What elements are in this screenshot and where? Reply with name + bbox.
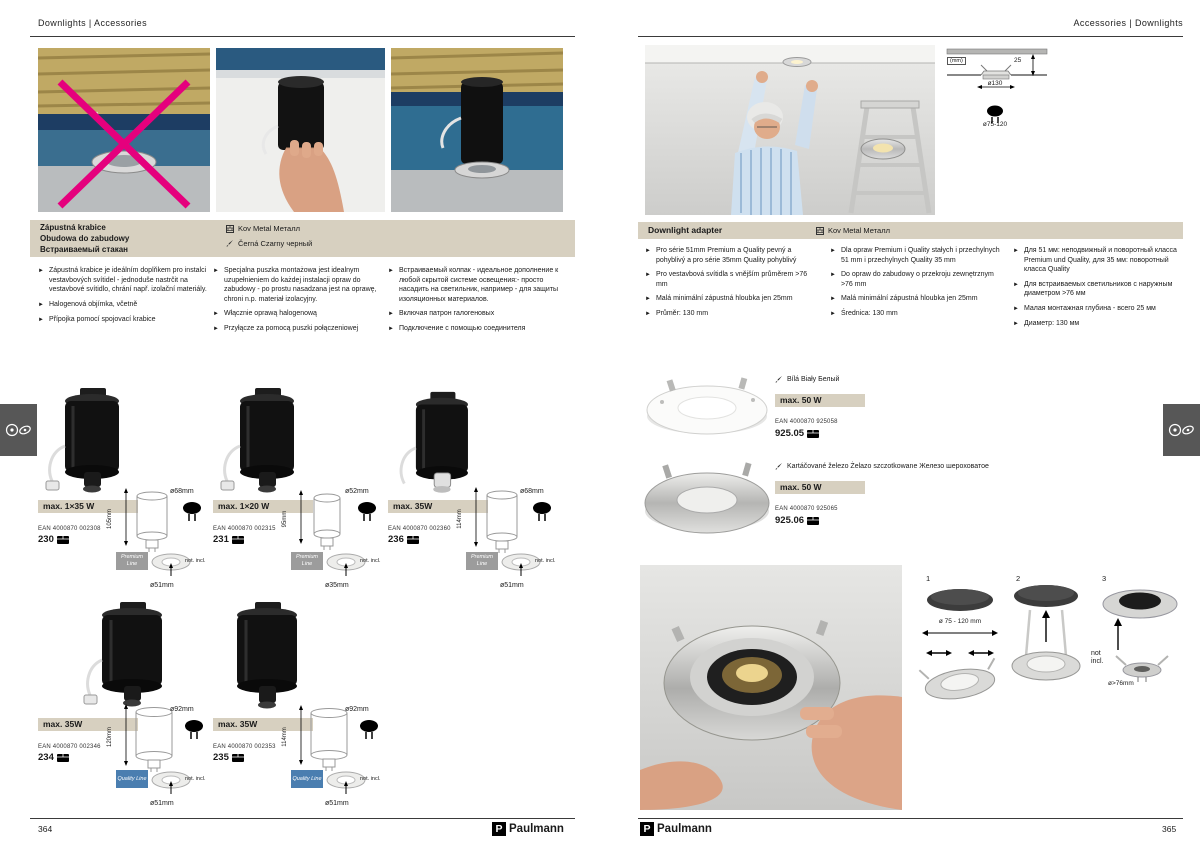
bullet-icon: ► bbox=[830, 296, 836, 302]
product-spec-234 bbox=[38, 706, 213, 826]
bullet-text: Pro vestavbová svítidla s vnějším průměrem >76 mm bbox=[655, 271, 808, 288]
diagram-unit-label: (mm) bbox=[947, 57, 966, 65]
bullet-icon: ► bbox=[830, 248, 836, 254]
product-line-badge: Premium Line bbox=[466, 552, 498, 570]
product-photo-925-06 bbox=[640, 455, 775, 543]
bullet-icon: ► bbox=[213, 326, 219, 332]
recessed-ring-drawing bbox=[325, 550, 367, 578]
bullet-icon: ► bbox=[1013, 320, 1019, 327]
height-dimension: 105mm bbox=[107, 509, 113, 530]
recessed-ring-drawing bbox=[500, 550, 542, 578]
max-wattage-label: max. 35W bbox=[388, 500, 488, 513]
diameter-top: ø68mm bbox=[170, 488, 194, 495]
paulmann-logo bbox=[492, 822, 564, 836]
bullet-text: Przyłącze za pomocą puszki połączeniowej bbox=[223, 325, 359, 332]
product-photo-925-05 bbox=[640, 372, 775, 444]
product-line-badge: Premium Line bbox=[291, 552, 323, 570]
product-number: 925.06 bbox=[775, 515, 805, 526]
bullet-list-ru bbox=[1013, 246, 1185, 334]
logo-mark: P bbox=[640, 822, 654, 836]
product-spec-230 bbox=[38, 488, 213, 608]
bullet-text: Встраиваемый колпак - идеальное дополнение к любой скрытой системе освещения:- просто насадить на светильник, например - для защиты изоляционных материалов. bbox=[398, 267, 559, 303]
diameter-top: ø92mm bbox=[170, 706, 194, 713]
bullet-list-pl bbox=[830, 246, 1002, 324]
diameter-bottom: ø51mm bbox=[150, 582, 174, 589]
diagram-diameter-label: ø130 bbox=[987, 80, 1003, 87]
footer-rule-left bbox=[30, 818, 575, 819]
product-number: 925.05 bbox=[775, 428, 805, 439]
carton-icon bbox=[232, 754, 244, 762]
recessed-ring-drawing bbox=[150, 768, 192, 796]
adapter-title-bar bbox=[638, 222, 1183, 239]
chapter-edge-tab-right bbox=[1163, 404, 1200, 456]
photo-hands-with-adapter bbox=[640, 565, 902, 810]
product-number-row bbox=[775, 515, 819, 526]
bullet-icon: ► bbox=[38, 301, 44, 308]
step-2-drawing bbox=[1006, 572, 1086, 714]
brand-name: Paulmann bbox=[657, 823, 712, 835]
step-3-drawing bbox=[1090, 572, 1185, 714]
product-photo-236 bbox=[390, 390, 490, 498]
product-line-badge: Quality Line bbox=[291, 770, 323, 788]
diagram-cutout-label: ø75-120 bbox=[982, 121, 1008, 128]
carton-icon bbox=[57, 754, 69, 762]
product-number: 236 bbox=[388, 534, 404, 545]
ean-code: EAN 4000870 925065 bbox=[775, 506, 838, 512]
max-wattage-label: max. 1×20 W bbox=[213, 500, 313, 513]
logo-mark: P bbox=[492, 822, 506, 836]
material-label: Kov Metal Металл bbox=[238, 224, 300, 233]
bullet-icon: ► bbox=[38, 268, 44, 274]
downlight-icons bbox=[5, 422, 32, 438]
bullet-icon: ► bbox=[645, 272, 651, 278]
bullet-icon: ► bbox=[830, 311, 836, 317]
not-included-note: not. incl. bbox=[535, 558, 556, 564]
product-number: 234 bbox=[38, 752, 54, 763]
product-title-bar bbox=[30, 220, 575, 257]
step-3-diameter: ø>76mm bbox=[1108, 680, 1134, 687]
product-photo-235 bbox=[215, 600, 315, 712]
bullet-icon: ► bbox=[388, 326, 394, 332]
header-rule-right bbox=[638, 36, 1183, 37]
photo-hand-holding-box bbox=[216, 48, 385, 212]
bullet-icon: ► bbox=[645, 248, 651, 254]
height-dimension: 120mm bbox=[107, 727, 113, 748]
recessed-ring-drawing bbox=[325, 768, 367, 796]
bullet-text: Specjalna puszka montażowa jest idealnym uzupełnieniem do każdej instalacji opraw do zabudowy - po prostu nasadzana jest na oprawę, chroni n.p. materiał izolacyjny. bbox=[223, 267, 377, 303]
bullet-icon: ► bbox=[213, 268, 219, 274]
bullet-text: Średnica: 130 mm bbox=[840, 310, 898, 317]
diameter-top: ø68mm bbox=[520, 488, 544, 495]
bullet-list-pl bbox=[213, 266, 385, 339]
bullet-text: Для 51 мм: неподвижный и поворотный класса Premium und Quality, для 35 мм: поворотный класса Quality bbox=[1023, 247, 1177, 273]
metal-icon bbox=[816, 227, 824, 235]
diameter-bottom: ø51mm bbox=[150, 800, 174, 807]
step-1-dimension: ø 75 - 120 mm bbox=[938, 618, 982, 625]
bullet-text: Малая монтажная глубина - всего 25 мм bbox=[1023, 304, 1156, 312]
paintbrush-icon bbox=[226, 239, 234, 248]
not-included-note: not incl. bbox=[1091, 650, 1104, 665]
ean-code: EAN 4000870 002346 bbox=[38, 744, 101, 750]
step-number: 1 bbox=[926, 574, 931, 583]
bullet-text: Halogenová objímka, včetně bbox=[48, 300, 138, 308]
bullet-text: Для встраиваемых светильников с наружным диаметром >76 мм bbox=[1023, 280, 1173, 297]
finish-label: Kartáčované železo Żelazo szczotkowane Железо шероховатое bbox=[787, 463, 989, 470]
not-included-note: not. incl. bbox=[360, 776, 381, 782]
max-wattage-label: max. 50 W bbox=[775, 481, 865, 494]
downlight-icons bbox=[1168, 422, 1195, 438]
title-pl: Obudowa do zabudowy bbox=[40, 234, 130, 243]
not-included-note: not. incl. bbox=[185, 558, 206, 564]
product-photo-234 bbox=[80, 600, 180, 712]
color-label: Černá Czarny черный bbox=[238, 239, 313, 248]
bullet-text: Průměr: 130 mm bbox=[655, 310, 709, 317]
max-wattage-label: max. 50 W bbox=[775, 394, 865, 407]
bullet-text: Включая патрон галогеновых bbox=[398, 310, 495, 317]
bullet-text: Dla opraw Premium i Quality stałych i przechylnych 51 mm i przechylnych Quality 35 mm bbox=[840, 247, 1000, 264]
ean-code: EAN 4000870 002360 bbox=[388, 526, 451, 532]
page-number-right: 365 bbox=[1162, 824, 1177, 834]
bullet-icon: ► bbox=[38, 316, 44, 323]
max-wattage-label: max. 35W bbox=[213, 718, 313, 731]
bullet-list-cs bbox=[38, 266, 208, 330]
bullet-icon: ► bbox=[1013, 305, 1019, 312]
brand-name: Paulmann bbox=[509, 823, 564, 835]
bullet-icon: ► bbox=[213, 311, 219, 317]
right-page-header: Accessories | Downlights bbox=[1073, 18, 1183, 28]
product-number: 230 bbox=[38, 534, 54, 545]
product-number-row bbox=[775, 428, 819, 439]
paintbrush-icon bbox=[775, 462, 783, 471]
bullet-text: Диаметр: 130 мм bbox=[1023, 319, 1080, 327]
diagram-depth-label: 25 bbox=[1014, 57, 1022, 64]
diameter-bottom: ø35mm bbox=[325, 582, 349, 589]
height-dimension: 114mm bbox=[457, 509, 463, 529]
step-number: 3 bbox=[1102, 574, 1107, 583]
bullet-icon: ► bbox=[388, 311, 394, 317]
bullet-text: Přípojka pomocí spojovací krabice bbox=[48, 315, 156, 323]
bullet-list-cs bbox=[645, 246, 817, 324]
carton-icon bbox=[407, 536, 419, 544]
ean-code: EAN 4000870 925058 bbox=[775, 419, 838, 425]
bullet-list-ru bbox=[388, 266, 568, 339]
recessed-ring-drawing bbox=[150, 550, 192, 578]
max-wattage-label: max. 35W bbox=[38, 718, 138, 731]
max-wattage-label: max. 1×35 W bbox=[38, 500, 138, 513]
bullet-icon: ► bbox=[645, 311, 651, 317]
ean-code: EAN 4000870 002308 bbox=[38, 526, 101, 532]
diameter-top: ø92mm bbox=[345, 706, 369, 713]
bullet-icon: ► bbox=[1013, 281, 1019, 288]
bullet-text: Do opraw do zabudowy o przekroju zewnętrznym >76 mm bbox=[840, 271, 994, 288]
finish-row bbox=[775, 375, 839, 384]
photo-wrong-installation bbox=[38, 48, 210, 212]
product-line-badge: Quality Line bbox=[116, 770, 148, 788]
product-number: 231 bbox=[213, 534, 229, 545]
product-number: 235 bbox=[213, 752, 229, 763]
title-ru: Встраиваемый стакан bbox=[40, 245, 128, 254]
product-line-badge: Premium Line bbox=[116, 552, 148, 570]
product-photo-230 bbox=[40, 386, 140, 498]
step-number: 2 bbox=[1016, 574, 1021, 583]
not-included-note: not. incl. bbox=[185, 776, 206, 782]
paulmann-logo bbox=[640, 822, 712, 836]
material-label: Kov Metal Металл bbox=[828, 226, 890, 235]
diameter-top: ø52mm bbox=[345, 488, 369, 495]
bullet-text: Włącznie oprawą halogenową bbox=[223, 310, 317, 317]
carton-icon bbox=[807, 430, 819, 438]
metal-icon bbox=[226, 225, 234, 233]
step-1-drawing bbox=[918, 572, 1002, 714]
left-page-header: Downlights | Accessories bbox=[38, 18, 147, 28]
not-included-note: not. incl. bbox=[360, 558, 381, 564]
footer-rule-right bbox=[638, 818, 1183, 819]
paintbrush-icon bbox=[775, 375, 783, 384]
ean-code: EAN 4000870 002315 bbox=[213, 526, 276, 532]
bullet-text: Malá minimální zápustná hloubka jen 25mm bbox=[840, 295, 978, 302]
product-photo-231 bbox=[215, 386, 315, 498]
adapter-title: Downlight adapter bbox=[648, 225, 723, 235]
adapter-dimension-diagram bbox=[943, 45, 1058, 185]
diameter-bottom: ø51mm bbox=[500, 582, 524, 589]
diameter-bottom: ø51mm bbox=[325, 800, 349, 807]
photo-man-installing bbox=[645, 45, 935, 215]
finish-label: Bílá Biały Белый bbox=[787, 376, 840, 383]
bullet-text: Zápustná krabice je ideálním doplňkem pro instalci vestavbových svítidel - jednoduše nastrčit na vestavbové svítidlo, chrání např. izolační materiály. bbox=[48, 267, 207, 293]
bullet-icon: ► bbox=[388, 268, 394, 274]
bullet-icon: ► bbox=[1013, 248, 1019, 254]
product-spec-235 bbox=[213, 706, 388, 826]
bullet-text: Pro série 51mm Premium a Quality pevný a pohyblivý a pro série 35mm Quality pohyblivý bbox=[655, 247, 797, 264]
photo-installed-box bbox=[391, 48, 563, 212]
height-dimension: 95mm bbox=[282, 510, 288, 528]
finish-row bbox=[775, 462, 989, 471]
bullet-text: Malá minimální zápustná hloubka jen 25mm bbox=[655, 295, 793, 302]
bullet-text: Подключение с помощью соединителя bbox=[398, 325, 526, 332]
carton-icon bbox=[807, 517, 819, 525]
carton-icon bbox=[57, 536, 69, 544]
page-number-left: 364 bbox=[38, 824, 53, 834]
height-dimension: 114mm bbox=[282, 727, 288, 747]
product-spec-236 bbox=[388, 488, 563, 608]
header-rule-left bbox=[30, 36, 575, 37]
bullet-icon: ► bbox=[830, 272, 836, 278]
ean-code: EAN 4000870 002353 bbox=[213, 744, 276, 750]
bullet-icon: ► bbox=[645, 296, 651, 302]
carton-icon bbox=[232, 536, 244, 544]
title-cs: Zápustná krabice bbox=[40, 223, 106, 232]
product-spec-231 bbox=[213, 488, 388, 608]
chapter-edge-tab-left bbox=[0, 404, 37, 456]
